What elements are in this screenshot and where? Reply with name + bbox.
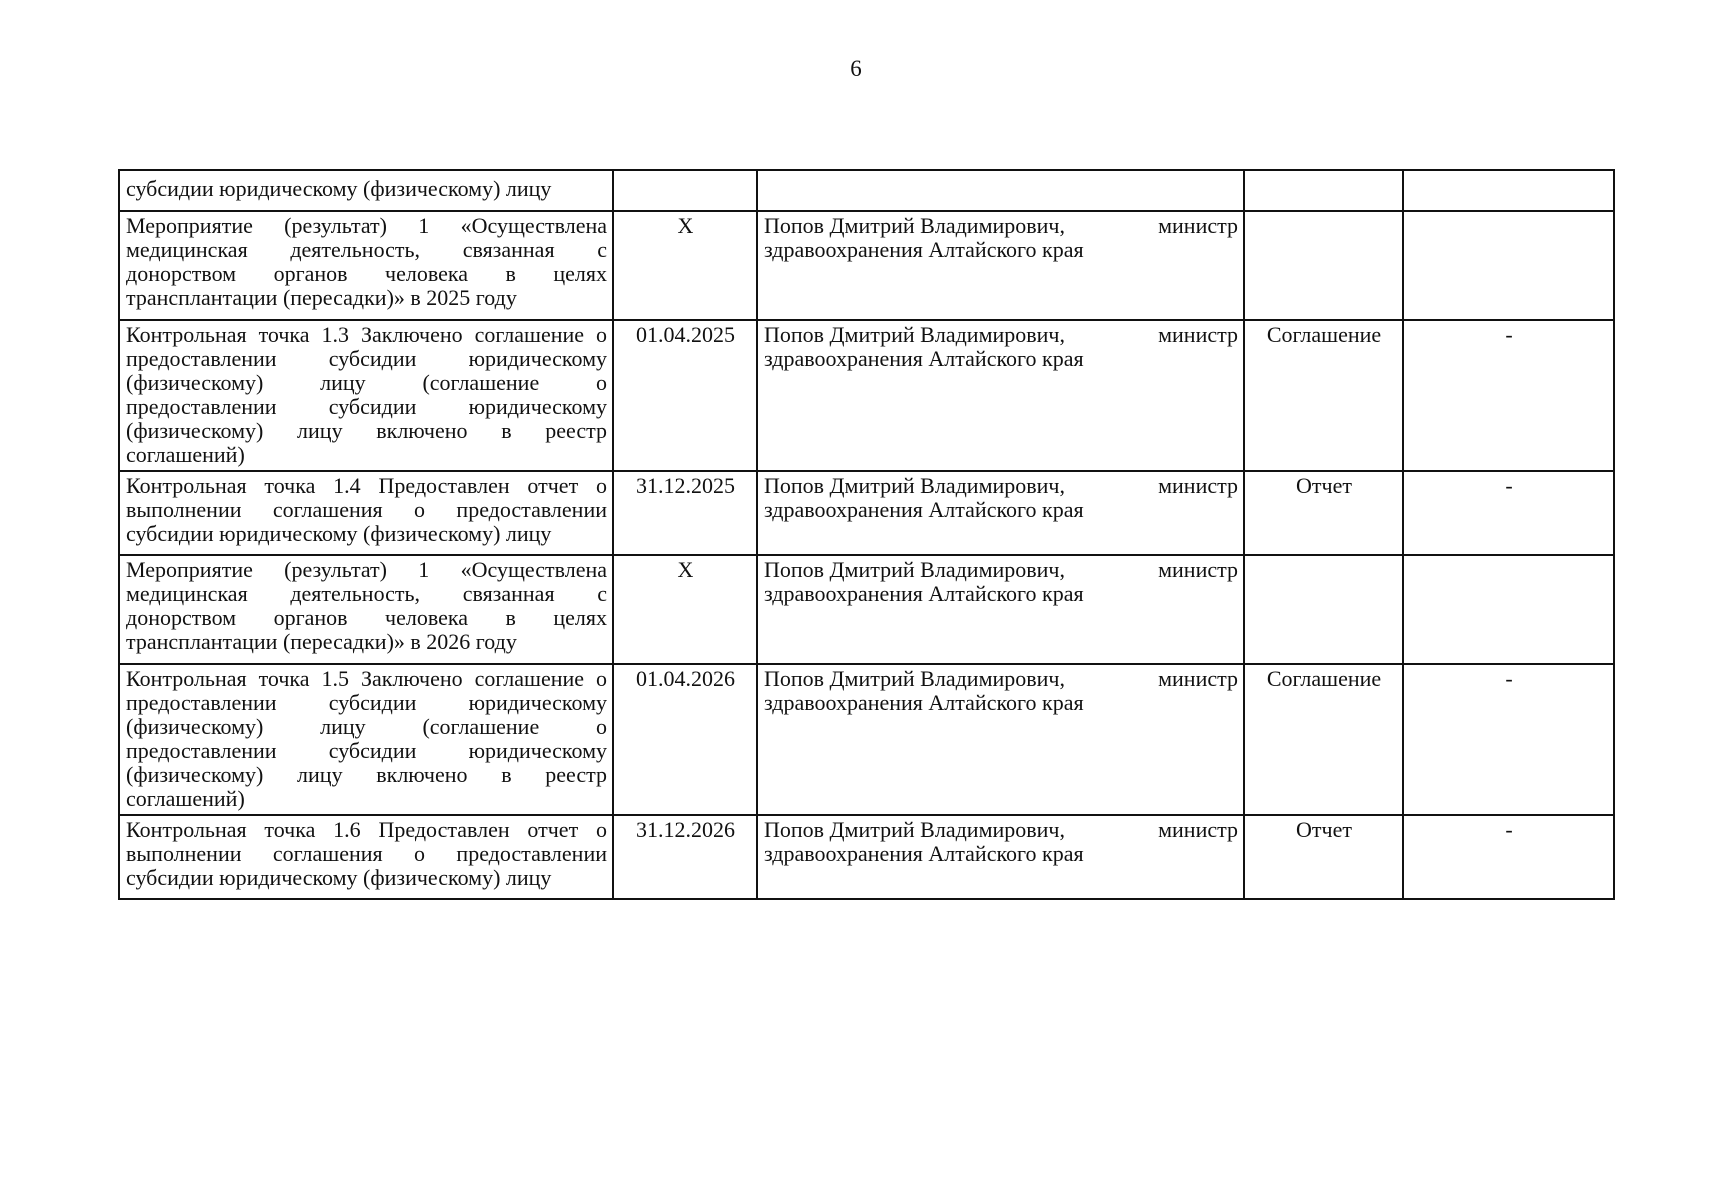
cell-responsible — [757, 664, 1244, 815]
responsible-line — [764, 214, 1238, 238]
cell-document: Соглашение — [1244, 664, 1403, 815]
cell-description: Контрольная точка 1.6 Предоставлен отчет о выполнении соглашения о предоставлении субсидии юридическому (физическому) лицу — [119, 815, 613, 899]
table-row — [119, 664, 1614, 815]
cell-date: X — [613, 555, 757, 664]
table-row — [119, 815, 1614, 899]
responsible-org: здравоохранения Алтайского края — [764, 346, 1084, 371]
cell-note — [1403, 170, 1614, 211]
page-number: 6 — [850, 56, 862, 81]
responsible-org: здравоохранения Алтайского края — [764, 581, 1084, 606]
cell-responsible — [757, 320, 1244, 471]
responsible-role: министр — [1158, 817, 1238, 842]
responsible-name: Попов Дмитрий Владимирович, — [764, 213, 1065, 238]
cell-responsible — [757, 815, 1244, 899]
responsible-name: Попов Дмитрий Владимирович, — [764, 473, 1065, 498]
cell-document — [1244, 170, 1403, 211]
cell-date: 31.12.2026 — [613, 815, 757, 899]
cell-description: Контрольная точка 1.3 Заключено соглашение о предоставлении субсидии юридическому (физическому) лицу (соглашение о предоставлении субсидии юридическому (физическому) лицу включено в реестр соглашений) — [119, 320, 613, 471]
cell-note: - — [1403, 471, 1614, 555]
responsible-role: министр — [1158, 473, 1238, 498]
responsible-name: Попов Дмитрий Владимирович, — [764, 557, 1065, 582]
cell-responsible — [757, 170, 1244, 211]
responsible-line — [764, 323, 1238, 347]
cell-description: Мероприятие (результат) 1 «Осуществлена медицинская деятельность, связанная с донорством органов человека в целях трансплантации (пересадки)» в 2026 году — [119, 555, 613, 664]
responsible-org: здравоохранения Алтайского края — [764, 690, 1084, 715]
cell-document — [1244, 555, 1403, 664]
responsible-role: министр — [1158, 666, 1238, 691]
responsible-org: здравоохранения Алтайского края — [764, 841, 1084, 866]
cell-responsible — [757, 471, 1244, 555]
responsible-name: Попов Дмитрий Владимирович, — [764, 817, 1065, 842]
cell-date — [613, 170, 757, 211]
responsible-name: Попов Дмитрий Владимирович, — [764, 322, 1065, 347]
cell-note: - — [1403, 320, 1614, 471]
cell-description: Контрольная точка 1.5 Заключено соглашение о предоставлении субсидии юридическому (физическому) лицу (соглашение о предоставлении субсидии юридическому (физическому) лицу включено в реестр соглашений) — [119, 664, 613, 815]
cell-document — [1244, 211, 1403, 320]
table-row — [119, 555, 1614, 664]
table-row — [119, 211, 1614, 320]
cell-description: Контрольная точка 1.4 Предоставлен отчет о выполнении соглашения о предоставлении субсидии юридическому (физическому) лицу — [119, 471, 613, 555]
cell-document: Отчет — [1244, 815, 1403, 899]
cell-description: субсидии юридическому (физическому) лицу — [119, 170, 613, 211]
responsible-role: министр — [1158, 557, 1238, 582]
responsible-role: министр — [1158, 322, 1238, 347]
cell-date: 01.04.2025 — [613, 320, 757, 471]
responsible-name: Попов Дмитрий Владимирович, — [764, 666, 1065, 691]
responsible-line — [764, 667, 1238, 691]
table-row — [119, 320, 1614, 471]
responsible-line — [764, 474, 1238, 498]
responsible-role: министр — [1158, 213, 1238, 238]
cell-date: 01.04.2026 — [613, 664, 757, 815]
responsible-line — [764, 558, 1238, 582]
cell-description: Мероприятие (результат) 1 «Осуществлена медицинская деятельность, связанная с донорством органов человека в целях трансплантации (пересадки)» в 2025 году — [119, 211, 613, 320]
responsible-line — [764, 818, 1238, 842]
table-row — [119, 471, 1614, 555]
cell-date: 31.12.2025 — [613, 471, 757, 555]
cell-responsible — [757, 211, 1244, 320]
responsible-org: здравоохранения Алтайского края — [764, 497, 1084, 522]
cell-note: - — [1403, 815, 1614, 899]
cell-responsible — [757, 555, 1244, 664]
table-row-continuation — [119, 170, 1614, 211]
control-points-table — [118, 169, 1615, 900]
cell-note — [1403, 211, 1614, 320]
cell-document: Отчет — [1244, 471, 1403, 555]
cell-date: X — [613, 211, 757, 320]
responsible-org: здравоохранения Алтайского края — [764, 237, 1084, 262]
cell-note — [1403, 555, 1614, 664]
cell-note: - — [1403, 664, 1614, 815]
cell-document: Соглашение — [1244, 320, 1403, 471]
